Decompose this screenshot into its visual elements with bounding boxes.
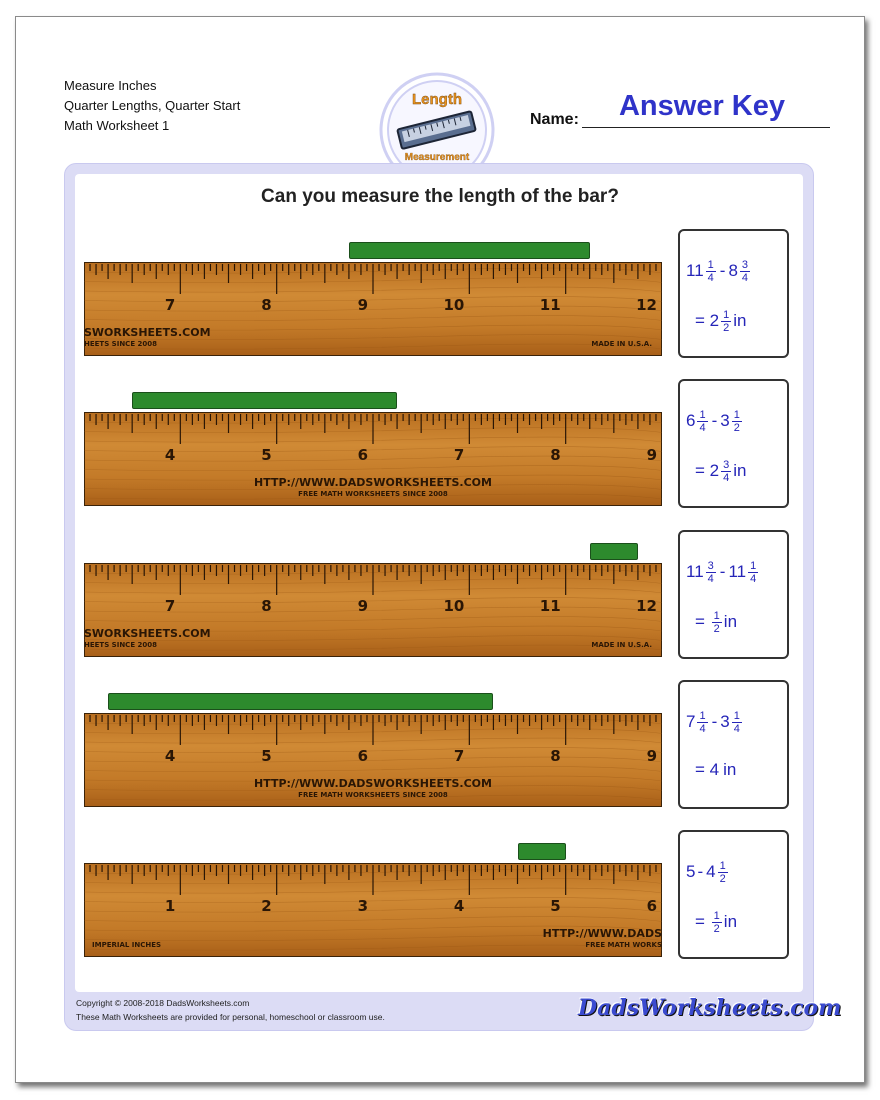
answer-box (678, 680, 789, 809)
ruler-tick-label: 4 (164, 446, 176, 464)
ruler-brand-text: HEETS SINCE 2008 (84, 340, 158, 348)
second-value-numerator: 1 (750, 560, 757, 572)
ruler (84, 863, 662, 957)
ruler-tick-label: 7 (453, 446, 465, 464)
result-value-numerator: 1 (723, 309, 730, 321)
ruler-tick-label: 6 (357, 747, 368, 765)
result-value-fraction (721, 459, 731, 484)
ruler-brand-text: FREE MATH WORKS (585, 941, 662, 949)
subtraction-expression (686, 860, 730, 885)
first-value-fraction (706, 560, 716, 585)
minus-sign: - (711, 410, 718, 430)
ruler-tick-label: 6 (357, 446, 368, 464)
second-value-denominator: 4 (750, 573, 757, 585)
second-value-denominator: 2 (733, 422, 740, 434)
result-value-numerator: 1 (713, 910, 720, 922)
ruler-brand-text: SWORKSHEETS.COM (84, 627, 211, 640)
name-line (582, 127, 830, 128)
ruler-brand-text: MADE IN U.S.A. (591, 340, 652, 348)
first-value-fraction (706, 259, 716, 284)
first-value-numerator: 1 (707, 259, 714, 271)
ruler-brand-text: HTTP://WWW.DADS (542, 927, 662, 940)
result-value-denominator: 2 (713, 623, 720, 635)
result-value-denominator: 2 (723, 322, 730, 334)
second-value-numerator: 1 (733, 710, 740, 722)
minus-sign: - (711, 711, 718, 731)
first-value-fraction (697, 409, 707, 434)
answer-box (678, 830, 789, 959)
ruler-brand-text: IMPERIAL INCHES (92, 941, 162, 949)
ruler-tick-label: 5 (550, 897, 561, 915)
measure-bar (349, 242, 590, 259)
unit-label: in (733, 460, 747, 480)
worksheet-subtitle: Quarter Lengths, Quarter Start (64, 98, 241, 113)
first-value-numerator: 1 (699, 409, 706, 421)
ruler-brand-text: FREE MATH WORKSHEETS SINCE 2008 (298, 490, 448, 498)
second-value-whole: 8 (728, 260, 738, 280)
ruler (84, 563, 662, 657)
measure-bar (518, 843, 566, 860)
first-value-numerator: 1 (699, 710, 706, 722)
result-whole: 2 (709, 310, 720, 330)
answer-box (678, 379, 789, 508)
second-value-whole: 3 (720, 410, 730, 430)
first-value-numerator: 3 (707, 560, 714, 572)
badge-top-text: Length (412, 91, 462, 108)
badge-bottom-text: Measurement (404, 152, 470, 163)
result-expression (695, 459, 747, 484)
ruler-tick-label: 8 (550, 446, 561, 464)
result-value-denominator: 4 (723, 472, 730, 484)
subtraction-expression (686, 409, 744, 434)
result-expression (695, 760, 736, 780)
ruler-tick-label: 5 (261, 747, 272, 765)
result-whole: 4 (709, 760, 720, 779)
first-value-whole: 11 (686, 561, 704, 581)
first-value-whole: 11 (686, 260, 704, 280)
worksheet-number: Math Worksheet 1 (64, 118, 170, 133)
ruler-tick-label: 8 (261, 597, 272, 615)
ruler-tick-label: 8 (261, 296, 272, 314)
ruler-tick-label: 12 (636, 296, 657, 314)
ruler-brand-text: SWORKSHEETS.COM (84, 326, 211, 339)
measure-bar (132, 392, 397, 409)
first-value-whole: 5 (686, 861, 696, 881)
minus-sign: - (697, 861, 704, 881)
second-value-denominator: 4 (733, 723, 740, 735)
unit-label: in (723, 911, 738, 931)
subtraction-expression (686, 710, 744, 735)
ruler-tick-label: 10 (443, 296, 465, 314)
result-expression (695, 610, 737, 635)
subtraction-expression (686, 560, 760, 585)
ruler-brand-text: FREE MATH WORKSHEETS SINCE 2008 (298, 791, 448, 799)
ruler-tick-label: 5 (261, 446, 272, 464)
first-value-whole: 6 (686, 410, 696, 430)
ruler-tick-label: 4 (453, 897, 465, 915)
answer-box (678, 229, 789, 358)
ruler-brand-text: MADE IN U.S.A. (591, 641, 652, 649)
second-value-fraction (740, 259, 750, 284)
equals-sign: = (695, 460, 705, 480)
ruler-tick-label: 3 (357, 897, 368, 915)
second-value-whole: 3 (720, 711, 730, 731)
usage-notice: These Math Worksheets are provided for personal, homeschool or classroom use. (76, 1012, 385, 1022)
result-expression (695, 910, 737, 935)
measure-bar (108, 693, 493, 710)
second-value-whole: 11 (728, 561, 747, 581)
second-value-numerator: 3 (741, 259, 749, 271)
equals-sign: = (695, 611, 705, 631)
second-value-whole: 4 (706, 861, 716, 881)
second-value-numerator: 1 (733, 409, 740, 421)
first-value-whole: 7 (686, 711, 696, 731)
second-value-numerator: 1 (719, 860, 726, 872)
ruler-tick-label: 1 (164, 897, 176, 915)
ruler (84, 262, 662, 356)
ruler-tick-label: 11 (539, 296, 561, 314)
ruler-tick-label: 6 (646, 897, 657, 915)
subtraction-expression (686, 259, 752, 284)
result-expression (695, 309, 747, 334)
ruler-tick-label: 10 (443, 597, 465, 615)
dadsworksheets-logo: DadsWorksheets.com (578, 995, 842, 1021)
second-value-fraction (732, 710, 742, 735)
ruler (84, 713, 662, 807)
ruler-tick-label: 9 (357, 296, 368, 314)
equals-sign: = (695, 911, 705, 931)
first-value-denominator: 4 (707, 272, 714, 284)
unit-label: in (723, 760, 737, 779)
first-value-denominator: 4 (707, 573, 714, 585)
ruler-tick-label: 9 (646, 747, 657, 765)
result-value-fraction (712, 610, 722, 635)
name-label: Name: (530, 111, 579, 128)
ruler-brand-text: HTTP://WWW.DADSWORKSHEETS.COM (254, 777, 492, 790)
second-value-fraction (718, 860, 728, 885)
first-value-denominator: 4 (699, 422, 706, 434)
result-value-fraction (721, 309, 731, 334)
minus-sign: - (719, 561, 726, 581)
result-value-numerator: 1 (713, 610, 720, 622)
first-value-fraction (697, 710, 707, 735)
result-value-fraction (712, 910, 722, 935)
ruler-tick-label: 4 (164, 747, 176, 765)
second-value-denominator: 4 (741, 272, 749, 284)
first-value-denominator: 4 (699, 723, 706, 735)
second-value-fraction (732, 409, 742, 434)
unit-label: in (723, 611, 738, 631)
answer-key-text: Answer Key (618, 90, 785, 122)
equals-sign: = (695, 310, 705, 330)
ruler-brand-text: HTTP://WWW.DADSWORKSHEETS.COM (254, 476, 492, 489)
copyright-text: Copyright © 2008-2018 DadsWorksheets.com (76, 998, 250, 1008)
ruler-tick-label: 8 (550, 747, 561, 765)
ruler-tick-label: 11 (539, 597, 561, 615)
worksheet-title: Measure Inches (64, 78, 157, 93)
ruler-tick-label: 12 (636, 597, 657, 615)
minus-sign: - (719, 260, 726, 280)
ruler-tick-label: 9 (357, 597, 368, 615)
unit-label: in (733, 310, 747, 330)
second-value-fraction (748, 560, 758, 585)
ruler (84, 412, 662, 506)
measure-bar (590, 543, 638, 560)
result-value-denominator: 2 (713, 923, 720, 935)
ruler-tick-label: 9 (646, 446, 657, 464)
result-value-numerator: 3 (723, 459, 730, 471)
second-value-denominator: 2 (719, 873, 726, 885)
equals-sign: = (695, 760, 705, 779)
ruler-tick-label: 7 (453, 747, 465, 765)
ruler-brand-text: HEETS SINCE 2008 (84, 641, 158, 649)
ruler-tick-label: 7 (164, 296, 176, 314)
answer-box (678, 530, 789, 659)
ruler-tick-label: 7 (164, 597, 176, 615)
question-text: Can you measure the length of the bar? (261, 186, 619, 207)
ruler-tick-label: 2 (261, 897, 272, 915)
result-whole: 2 (709, 460, 720, 480)
